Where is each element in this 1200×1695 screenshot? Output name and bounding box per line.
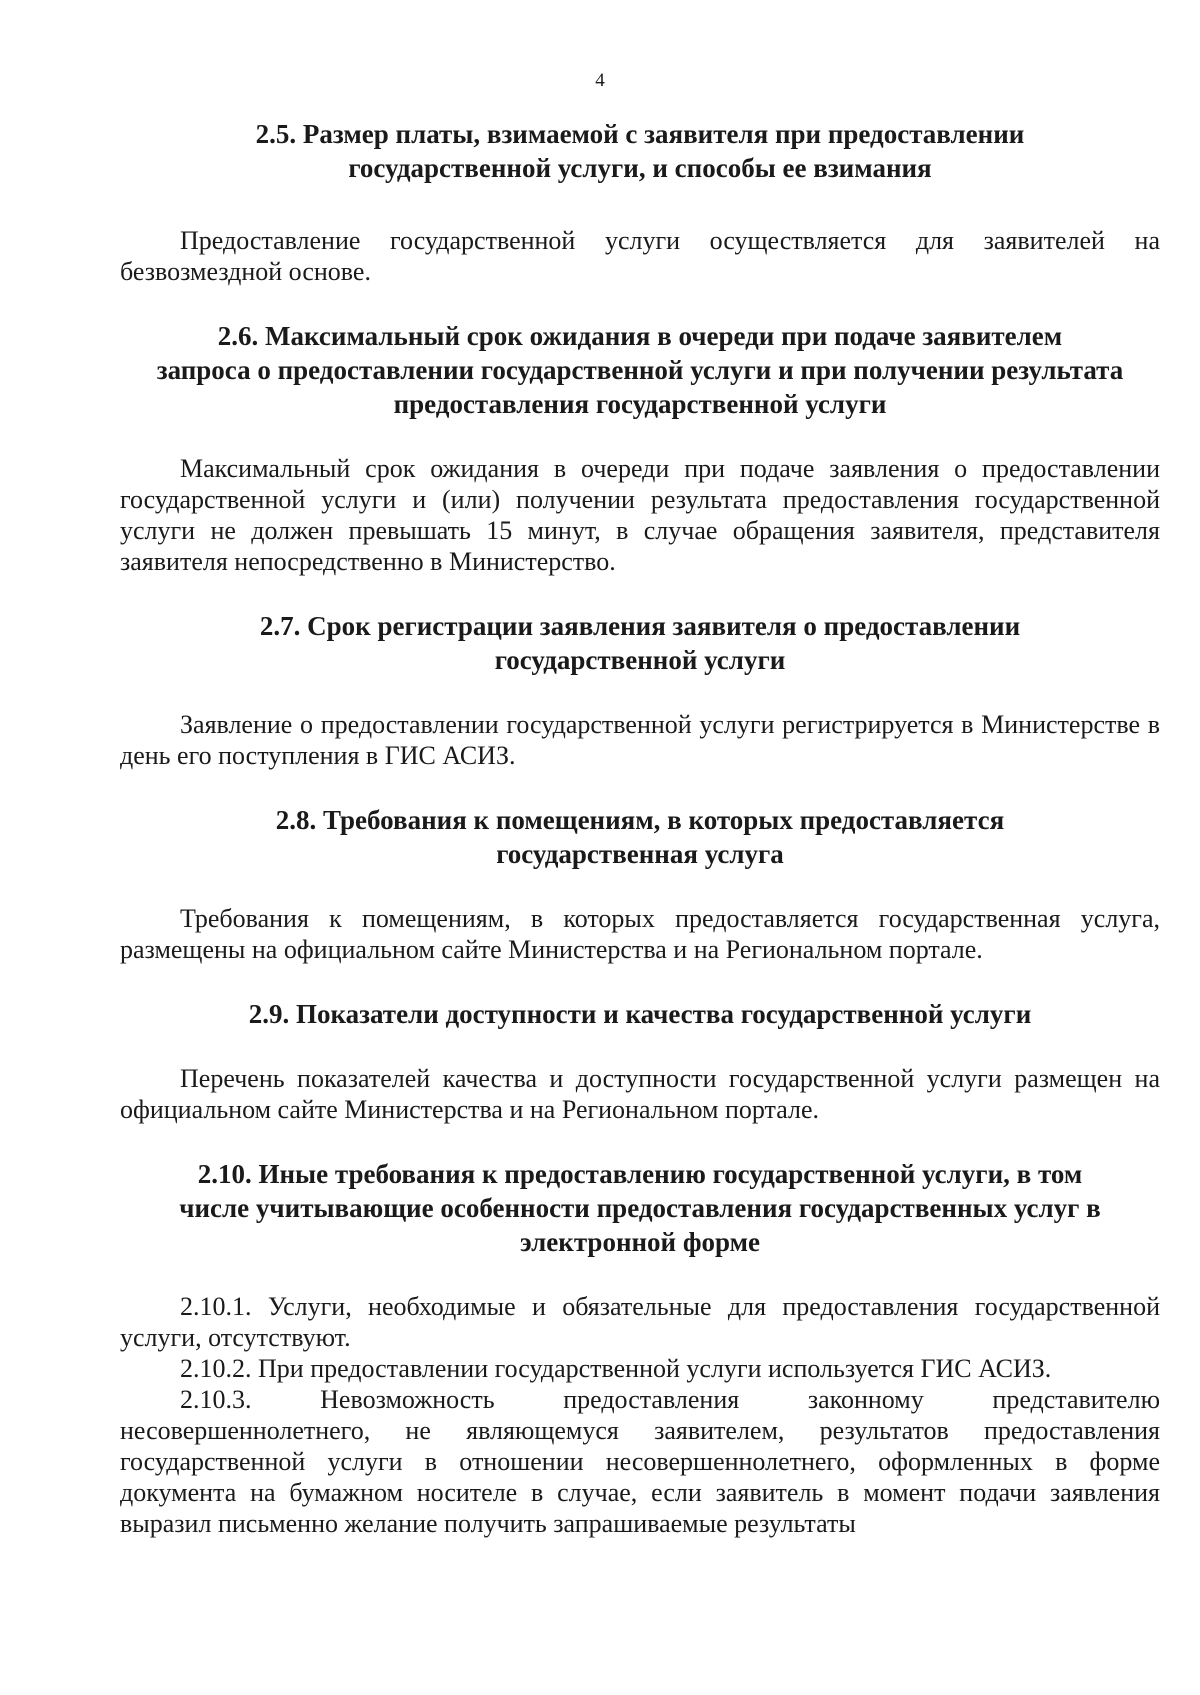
document-content xyxy=(120,117,1160,1539)
section-body: Максимальный срок ожидания в очереди при подаче заявления о предоставлении государственной услуги и (или) получении результата предоставления государственной услуги не должен превышать 15 минут, в случае обращения заявителя, представителя заявителя непосредственно в Министерство. xyxy=(120,454,1160,576)
section-heading-line: 2.5. Размер платы, взимаемой с заявителя при предоставлении xyxy=(255,119,1025,149)
page-number: 4 xyxy=(595,70,605,91)
list-item: 2.10.3. Невозможность предоставления законному представителю несовершеннолетнего, не являющемуся заявителем, результатов предоставления государственной услуги в отношении несовершеннолетнего, оформленных в форме документа на бумажном носителе в случае, если заявитель в момент подачи заявления выразил письменно желание получить запрашиваемые результаты xyxy=(120,1385,1160,1538)
section-heading-line: государственной услуги, и способы ее взимания xyxy=(348,153,932,183)
section-heading-line: электронной форме xyxy=(519,1227,761,1257)
section-heading-line: 2.6. Максимальный срок ожидания в очереди при подаче заявителем xyxy=(217,321,1063,351)
section-2-5 xyxy=(120,117,1160,287)
list-item: 2.10.1. Услуги, необходимые и обязательные для предоставления государственной услуги, отсутствуют. xyxy=(120,1292,1160,1352)
section-heading-line: числе учитывающие особенности предоставления государственных услуг в xyxy=(179,1193,1101,1223)
section-2-6 xyxy=(120,319,1160,577)
list-item: 2.10.2. При предоставлении государственной услуги используется ГИС АСИЗ. xyxy=(180,1354,1052,1383)
section-body: Требования к помещениям, в которых предоставляется государственная услуга, размещены на официальном сайте Министерства и на Региональном портале. xyxy=(120,904,1160,964)
section-heading-line: 2.7. Срок регистрации заявления заявителя о предоставлении xyxy=(259,611,1021,641)
section-heading-line: 2.10. Иные требования к предоставлению государственной услуги, в том xyxy=(197,1159,1083,1189)
section-heading-line: государственной услуги xyxy=(494,645,786,675)
section-heading-line: государственная услуга xyxy=(496,839,784,869)
section-heading-line: запроса о предоставлении государственной услуги и при получении результата xyxy=(156,355,1124,385)
section-body: Заявление о предоставлении государственной услуги регистрируется в Министерстве в день его поступления в ГИС АСИЗ. xyxy=(120,710,1160,770)
section-2-10 xyxy=(120,1157,1160,1539)
section-heading-line: 2.9. Показатели доступности и качества государственной услуги xyxy=(248,999,1032,1029)
section-body: Перечень показателей качества и доступности государственной услуги размещен на официальном сайте Министерства и на Региональном портале. xyxy=(120,1064,1160,1124)
section-heading-line: предоставления государственной услуги xyxy=(393,389,887,419)
section-2-7 xyxy=(120,609,1160,771)
section-2-8 xyxy=(120,803,1160,965)
section-2-9 xyxy=(120,997,1160,1125)
section-heading-line: 2.8. Требования к помещениям, в которых предоставляется xyxy=(275,805,1005,835)
section-body: Предоставление государственной услуги осуществляется для заявителей на безвозмездной основе. xyxy=(120,226,1160,286)
